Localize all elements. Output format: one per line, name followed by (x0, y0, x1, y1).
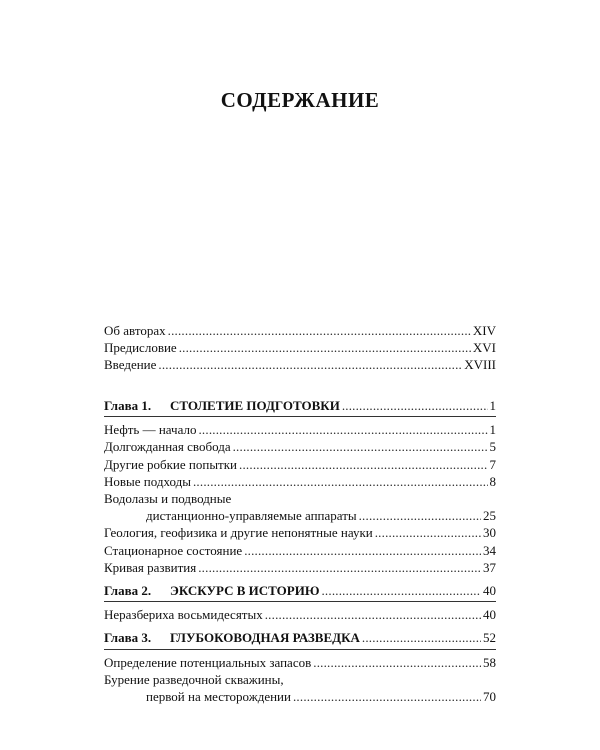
toc-entry-label: Стационарное состояние (104, 542, 243, 558)
leader-dots (233, 438, 488, 455)
toc-entry-label: первой на месторождении (146, 689, 291, 705)
leader-dots (359, 507, 481, 524)
chapters-list (104, 397, 496, 705)
leader-dots (193, 473, 488, 490)
chapter-heading (104, 582, 496, 599)
chapter-page: 40 (483, 583, 496, 599)
chapter-number: Глава 1. (104, 398, 152, 413)
divider (104, 416, 496, 417)
toc-entry-page: 34 (483, 542, 496, 558)
leader-dots (265, 606, 481, 623)
chapter-title: СТОЛЕТИЕ ПОДГОТОВКИ (170, 398, 340, 413)
leader-dots (198, 559, 481, 576)
toc-entry-label-line1: Бурение разведочной скважины, (104, 671, 284, 687)
leader-dots (179, 339, 471, 356)
toc-entry-page: XVI (472, 340, 496, 356)
leader-dots (244, 542, 481, 559)
toc-entry-page: 5 (489, 439, 496, 455)
toc-entry (104, 421, 496, 438)
toc-entry-page: XVIII (464, 357, 496, 373)
toc-entry-label: Долгожданная свобода (104, 439, 231, 455)
leader-dots (313, 654, 481, 671)
toc-entry-label: Предисловие (104, 340, 177, 356)
chapter-heading (104, 629, 496, 646)
leader-dots (168, 322, 471, 339)
chapter-number: Глава 2. (104, 583, 152, 599)
toc-entry (104, 356, 496, 373)
toc-entry (104, 606, 496, 623)
toc-entry-page: XIV (472, 323, 496, 338)
toc-entry-label: Об авторах (104, 323, 166, 338)
toc-entry (104, 456, 496, 473)
toc-entry (104, 322, 496, 339)
chapter-title: ГЛУБОКОВОДНАЯ РАЗВЕДКА (170, 630, 360, 646)
toc-entry (104, 524, 496, 541)
divider (104, 649, 496, 650)
leader-dots (321, 582, 481, 599)
chapter-page: 1 (489, 398, 496, 413)
toc-entry (104, 542, 496, 559)
toc-entry-label: Определение потенциальных запасов (104, 654, 312, 670)
toc-entry-page: 8 (489, 473, 496, 489)
toc-entry-page: 58 (483, 654, 496, 670)
chapter-number: Глава 3. (104, 630, 152, 646)
toc-entry-label: Введение (104, 357, 157, 373)
chapter-title: ЭКСКУРС В ИСТОРИЮ (170, 583, 320, 599)
leader-dots (375, 524, 481, 541)
toc-entry-label: Кривая развития (104, 559, 197, 575)
chapter-label (104, 397, 340, 414)
toc-entry-label: дистанционно-управляемые аппараты (146, 508, 357, 524)
toc-entry (104, 654, 496, 671)
leader-dots (342, 397, 488, 414)
toc-entry-page: 25 (483, 508, 496, 524)
front-matter-list (104, 322, 496, 374)
chapter-heading (104, 397, 496, 414)
toc-entry-page: 30 (483, 525, 496, 541)
toc-entry (104, 688, 496, 705)
leader-dots (198, 421, 487, 438)
toc-entry-label: Геология, геофизика и другие непонятные науки (104, 525, 373, 541)
leader-dots (158, 356, 462, 373)
page-title: СОДЕРЖАНИЕ (220, 88, 380, 112)
chapter-label (104, 582, 319, 599)
leader-dots (293, 688, 481, 705)
toc-entry (104, 559, 496, 576)
toc-entry-label: Другие робкие попытки (104, 456, 238, 472)
leader-dots (362, 629, 481, 646)
leader-dots (239, 456, 487, 473)
toc-entry-label-line1: Водолазы и подводные (104, 491, 232, 507)
toc-entry-page: 37 (483, 559, 496, 575)
toc-entry (104, 438, 496, 455)
toc-entry-page: 1 (489, 422, 496, 438)
chapter-label (104, 629, 360, 646)
toc-entry (104, 473, 496, 490)
toc-entry-label: Нефть — начало (104, 422, 197, 438)
divider (104, 601, 496, 602)
toc-entry-page: 70 (483, 689, 496, 705)
chapter-page: 52 (483, 630, 496, 646)
toc-entry (104, 339, 496, 356)
toc-entry-page: 7 (489, 456, 496, 472)
toc-entry-label: Неразбериха восьмидесятых (104, 607, 263, 623)
toc-entry (104, 507, 496, 524)
toc-entry-page: 40 (483, 607, 496, 623)
toc-entry-label: Новые подходы (104, 473, 191, 489)
